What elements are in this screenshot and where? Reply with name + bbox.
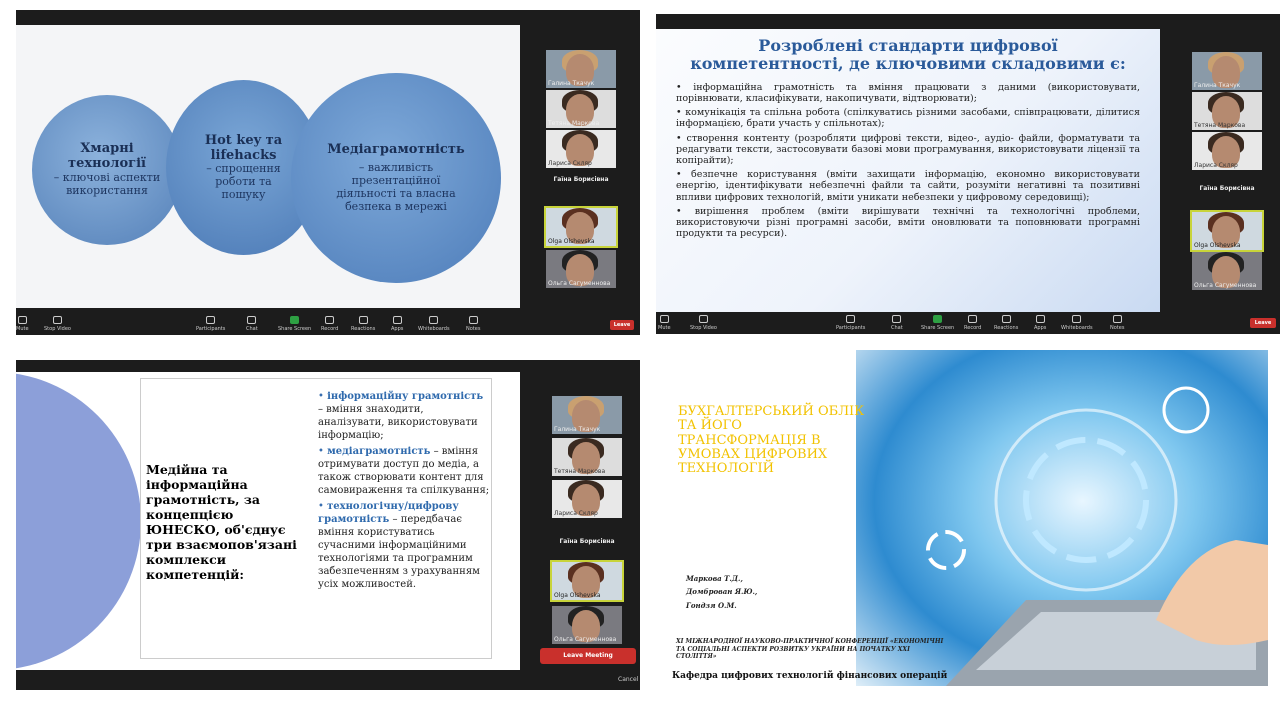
people-icon [846,315,855,323]
apps-icon [1036,315,1045,323]
data-ring [928,532,964,568]
notes-label: Notes [466,326,481,332]
slide-4 [656,350,1268,686]
camera-icon [699,315,708,323]
tech-graphic [856,350,1268,686]
participant-name: Тетяна Маркова [554,468,606,475]
data-ring [1026,440,1146,560]
data-ring [1164,388,1208,432]
participant-sidebar [1192,52,1272,292]
participant-name: Тетяна Маркова [1194,122,1246,129]
slide-3-arc [16,372,141,670]
author-3: Гондзя О.М. [686,600,737,610]
record-label: Record [321,326,339,332]
camera-icon [53,316,62,324]
apps-label: Apps [1034,325,1047,331]
participant-tile[interactable] [546,90,616,128]
participant-name: Галина Ткачук [1194,82,1241,89]
participant-tile[interactable] [552,438,622,476]
participant-sidebar [552,396,632,646]
stop-video-label: Stop Video [690,325,717,331]
record-icon [325,316,334,324]
meeting-toolbar [16,313,640,335]
authors [686,572,757,612]
slide-4-title: БУХГАЛТЕРСЬКИЙ ОБЛІК ТА ЙОГО ТРАНСФОРМАЦІЯ В УМОВАХ ЦИФРОВИХ ТЕХНОЛОГІЙ [678,404,865,477]
participant-sidebar [546,50,626,290]
participant-tile[interactable] [552,396,622,434]
participant-name: Тетяна Маркова [548,120,600,127]
smile-icon [1002,315,1011,323]
list-item [318,445,490,497]
participant-tile[interactable] [546,130,616,168]
slide-1 [16,25,520,308]
mute-label: Mute [658,325,671,331]
leave-button[interactable]: Leave [610,320,634,330]
record-button[interactable] [321,316,338,332]
microphone-icon [660,315,669,323]
zoom-window-1 [16,10,640,335]
item-text: – передбачає вміння користуватись сучасними інформаційними технологіями та програмним забезпеченням з урахуванням усіх можливостей. [318,514,480,590]
chat-icon [247,316,256,324]
zoom-window-3 [16,360,640,690]
circle-media-title: Медіаграмотність [327,141,465,157]
participant-tile[interactable] [1192,132,1262,170]
list-item: • вирішення проблем (вміти вирішувати технічні та технологічні проблеми, використовуючи різні програмні засоби, вміти оновлювати та поповнювати програмні продукти та ресурси). [676,206,1140,240]
share-icon [933,315,942,323]
participants-label: Participants [836,325,866,331]
participant-tile[interactable] [1192,92,1262,130]
participant-name: Ольга Сагуменнова [1194,282,1257,289]
participants-button[interactable] [836,315,865,331]
item-term: медіаграмотність [327,446,431,457]
notes-icon [1113,315,1122,323]
bullet-mark: • [318,501,328,512]
participant-name: Лариса Скляр [1194,162,1238,169]
reactions-label: Reactions [994,325,1019,331]
stop-video-label: Stop Video [44,326,71,332]
department-text: Кафедра цифрових технологій фінансових операцій [672,671,948,681]
chat-button[interactable] [246,316,258,332]
reactions-button[interactable] [351,316,375,332]
leave-button[interactable]: Leave [1250,318,1276,328]
stop-video-button[interactable] [690,315,717,331]
apps-icon [393,316,402,324]
share-icon [290,316,299,324]
notes-label: Notes [1110,325,1125,331]
bullet-list [676,82,1140,240]
participant-name: Olga Olshevska [548,238,595,245]
item-text: – вміння знаходити, аналізувати, використовувати інформацію; [318,404,478,441]
participants-button[interactable] [196,316,225,332]
list-item [318,390,490,442]
list-item: • інформаційна грамотність та вміння працювати з даними (використовувати, порівнювати, класифікувати, накопичувати, відтворювати); [676,82,1140,104]
slide-2-title: Розроблені стандарти цифрової компетентності, де ключовими складовими є: [690,36,1126,74]
participant-name: Галина Ткачук [554,426,601,433]
circle-cloud-text: – ключові аспекти використання [53,171,161,197]
notes-button[interactable] [466,316,480,332]
participant-name: Лариса Скляр [554,510,598,517]
leave-meeting-button[interactable]: Leave Meeting [540,648,636,664]
chat-icon [892,315,901,323]
list-item [318,500,490,591]
participant-name-only: Гаїна Борисівна [1199,185,1255,192]
participant-name: Olga Olshevska [1194,242,1241,249]
share-label: Share Screen [921,325,955,331]
share-screen-button[interactable] [921,315,954,331]
whiteboards-label: Whiteboards [418,326,450,332]
bullet-mark: • [318,391,328,402]
list-item: • створення контенту (розробляти цифрові тексти, відео-, аудіо- файли, форматувати та редагувати тексти, застосовувати базові мови програмування, використовувати ліцензії та копірайти); [676,133,1140,167]
participant-name-only: Гаїна Борисівна [559,538,615,545]
circle-cloud-title: Хмарні технології [68,141,146,172]
participant-tile[interactable] [546,50,616,88]
record-button[interactable] [964,315,981,331]
apps-label: Apps [391,326,404,332]
reactions-label: Reactions [351,326,376,332]
conference-text: XI МІЖНАРОДНОЇ НАУКОВО-ПРАКТИЧНОЇ КОНФЕРЕНЦІЇ «ЕКОНОМІЧНІ ТА СОЦІАЛЬНІ АСПЕКТИ РОЗВИТКУ УКРАЇНИ НА ПОЧАТКУ XXI СТОЛІТТЯ» [676,638,944,660]
participant-name: Olga Olshevska [554,592,601,599]
whiteboard-icon [1072,315,1081,323]
author-2: Домброван Я.Ю., [686,587,758,597]
author-1: Маркова Т.Д., [686,574,743,583]
chat-label: Chat [891,325,903,331]
participant-tile-active[interactable] [1192,212,1262,250]
mute-button[interactable] [658,315,671,331]
slide-3-list [318,390,490,591]
participants-label: Participants [196,326,226,332]
slide-2 [656,29,1160,312]
people-icon [206,316,215,324]
slide-3-left-text: Медійна та інформаційна грамотність, за концепцією ЮНЕСКО, об'єднує три взаємопов'язані комплекси компетенцій: [146,462,297,582]
participant-tile[interactable] [1192,52,1262,90]
cancel-button[interactable]: Cancel [618,676,639,683]
smile-icon [359,316,368,324]
item-text: – вміння отримувати доступ до медіа, а також створювати контент для самовираження та спілкування; [318,446,490,496]
participant-tile[interactable] [552,606,622,644]
circle-hotkey-text: – спрощення роботи та пошуку [206,162,281,201]
share-screen-button[interactable] [278,316,311,332]
chat-label: Chat [246,326,258,332]
participant-tile-active[interactable] [552,562,622,600]
participant-tile[interactable] [1192,252,1262,290]
circle-media [291,73,501,283]
chat-button[interactable] [891,315,903,331]
apps-button[interactable] [1034,315,1046,331]
slide-3 [16,372,520,670]
participant-tile-active[interactable] [546,208,616,246]
reactions-button[interactable] [994,315,1018,331]
circle-hotkey-title: Hot key та lifehacks [204,132,283,163]
list-item: • безпечне користування (вміти захищати інформацію, економно використовувати енергію, ідентифікувати небезпечні файли та сайти, розуміти негативні та позитивні впливи цифрових технологій, вміти уникати небезпеки у цифровому середовищі); [676,169,1140,203]
stop-video-button[interactable] [44,316,71,332]
record-label: Record [964,325,982,331]
bullet-mark: • [318,446,328,457]
whiteboards-button[interactable] [1061,315,1093,331]
participant-name: Лариса Скляр [548,160,592,167]
record-icon [968,315,977,323]
item-term: інформаційну грамотність [327,391,484,402]
participant-name: Галина Ткачук [548,80,595,87]
whiteboards-label: Whiteboards [1061,325,1093,331]
microphone-icon [18,316,27,324]
participant-name-only: Гаїна Борисівна [553,176,609,183]
whiteboard-icon [429,316,438,324]
participant-name: Ольга Сагуменнова [554,636,617,643]
mute-button[interactable] [16,316,29,332]
notes-icon [469,316,478,324]
share-label: Share Screen [278,326,312,332]
mute-label: Mute [16,326,29,332]
notes-button[interactable] [1110,315,1124,331]
circle-media-text: – важливість презентаційної діяльності та власна безпека в мережі [336,160,456,214]
participant-tile[interactable] [552,480,622,518]
participant-name: Ольга Сагуменнова [548,280,611,287]
whiteboards-button[interactable] [418,316,450,332]
apps-button[interactable] [391,316,403,332]
list-item: • комунікація та спільна робота (спілкуватись різними засобами, співпрацювати, ділитися інформацією, брати участь у спільнотах); [676,107,1140,129]
circle-cloud [32,95,182,245]
meeting-toolbar [656,312,1280,334]
zoom-window-2 [656,14,1280,334]
participant-tile[interactable] [546,250,616,288]
item-term: технологічну/цифрову грамотність [318,501,459,525]
